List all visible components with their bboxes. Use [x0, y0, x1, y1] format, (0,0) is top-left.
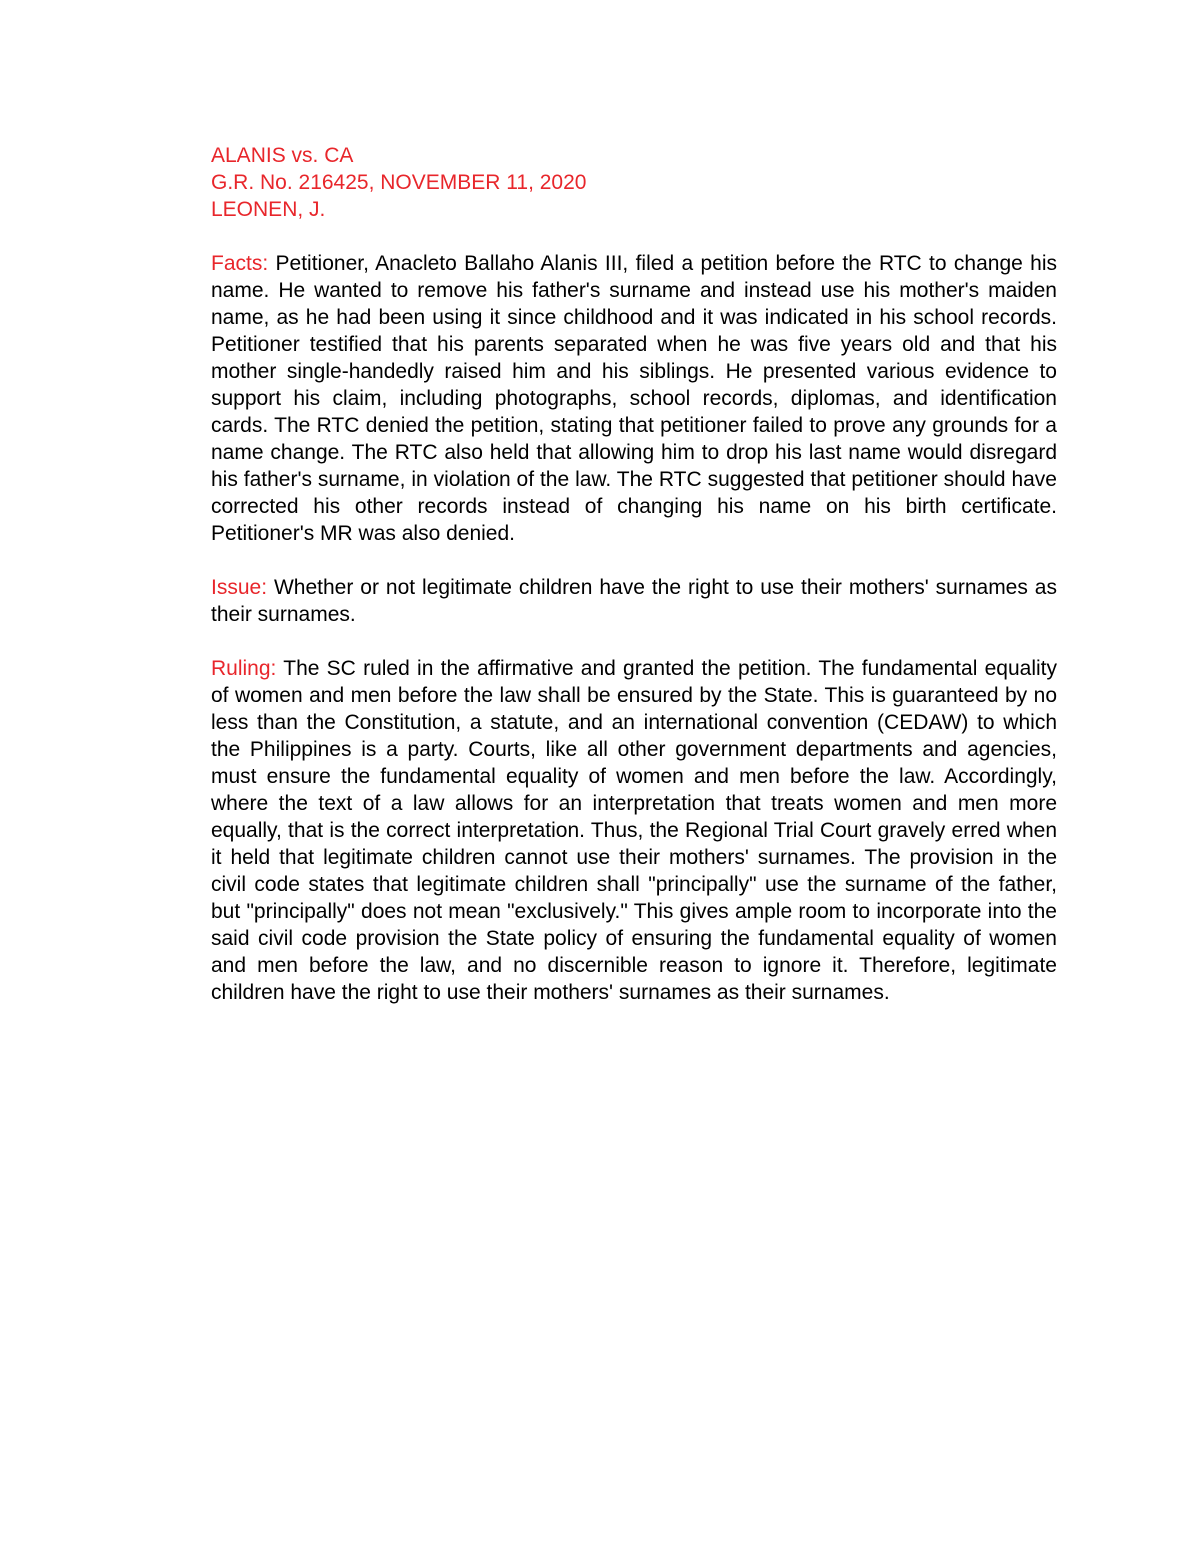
case-title: ALANIS vs. CA	[211, 144, 354, 167]
ruling-label: Ruling:	[211, 657, 277, 680]
issue-label: Issue:	[211, 576, 268, 599]
facts-text: Petitioner, Anacleto Ballaho Alanis III, filed a petition before the RTC to change his name. He wanted to remove his father's surname and instead use his mother's maiden name, as he had been using it since childhood and it was indicated in his school records. Petitioner testified that his parents separated when he was five years old and that his mother single-handedly raised him and his siblings. He presented various evidence to support his claim, including photographs, school records, diplomas, and identification cards. The RTC denied the petition, stating that petitioner failed to prove any grounds for a name change. The RTC also held that allowing him to drop his last name would disregard his father's surname, in violation of the law. The RTC suggested that petitioner should have corrected his other records instead of changing his name on his birth certificate. Petitioner's MR was also denied.	[211, 252, 1057, 545]
case-digest	[211, 142, 1057, 1006]
issue-text: Whether or not legitimate children have the right to use their mothers' surnames as their surnames.	[211, 576, 1057, 626]
facts-label: Facts:	[211, 252, 269, 275]
case-ponente: LEONEN, J.	[211, 198, 326, 221]
ruling-section	[211, 655, 1057, 1006]
facts-section	[211, 250, 1057, 547]
case-header	[211, 142, 1057, 223]
case-docket: G.R. No. 216425, NOVEMBER 11, 2020	[211, 171, 587, 194]
issue-section	[211, 574, 1057, 628]
ruling-text: The SC ruled in the affirmative and granted the petition. The fundamental equality of women and men before the law shall be ensured by the State. This is guaranteed by no less than the Constitution, a statute, and an international convention (CEDAW) to which the Philippines is a party. Courts, like all other government departments and agencies, must ensure the fundamental equality of women and men before the law. Accordingly, where the text of a law allows for an interpretation that treats women and men more equally, that is the correct interpretation. Thus, the Regional Trial Court gravely erred when it held that legitimate children cannot use their mothers' surnames. The provision in the civil code states that legitimate children shall "principally" use the surname of the father, but "principally" does not mean "exclusively." This gives ample room to incorporate into the said civil code provision the State policy of ensuring the fundamental equality of women and men before the law, and no discernible reason to ignore it. Therefore, legitimate children have the right to use their mothers' surnames as their surnames.	[211, 657, 1057, 1004]
